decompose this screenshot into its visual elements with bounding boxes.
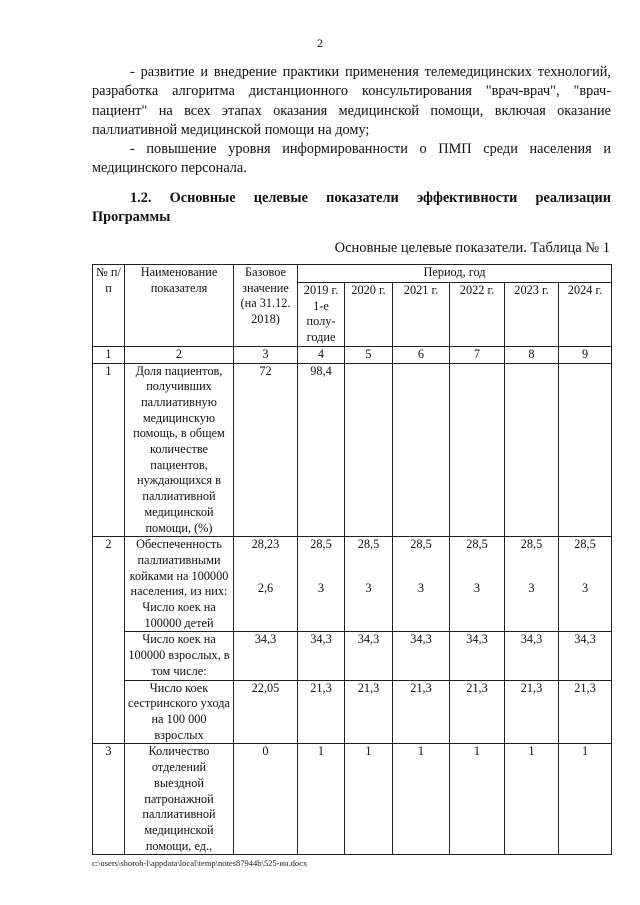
row-value — [450, 537, 505, 632]
header-base: Базовое значение (на 31.12. 2018) — [234, 265, 298, 347]
row-value: 34,3 — [559, 632, 612, 680]
row-value: 1 — [505, 744, 559, 855]
index-cell: 4 — [298, 346, 345, 363]
row-value: 34,3 — [393, 632, 450, 680]
name-part: Обеспеченность паллиативными койками на 100000 населения, из них: — [129, 537, 229, 599]
table-row — [93, 632, 612, 680]
row-number: 1 — [93, 363, 125, 537]
index-cell: 6 — [393, 346, 450, 363]
row-indicator-name: Доля пациентов, получивших паллиативную медицинскую помощь, в общем количестве пациентов, нуждающихся в паллиативной медицинской помощи, (%) — [125, 363, 234, 537]
header-period: Период, год — [298, 265, 612, 283]
value-a: 28,5 — [520, 537, 543, 552]
value-b: 3 — [417, 580, 425, 595]
file-path-footer: c:\users\shoroh-l\appdata\local\temp\notes87944b\525-ин.docx — [92, 858, 308, 868]
header-num: № п/п — [93, 265, 125, 347]
value-a: 28,23 — [251, 537, 280, 552]
row-indicator-name: Количество отделений выездной патронажной паллиативной медицинской помощи, ед., — [125, 744, 234, 855]
index-cell: 9 — [559, 346, 612, 363]
value-b: 3 — [317, 580, 325, 595]
row-value — [559, 363, 612, 537]
index-cell: 7 — [450, 346, 505, 363]
row-value — [559, 537, 612, 632]
table-row — [93, 744, 612, 855]
row-value — [298, 537, 345, 632]
row-value: 21,3 — [450, 680, 505, 744]
row-indicator-name — [125, 537, 234, 632]
table-header-row — [93, 265, 612, 283]
row-value — [345, 363, 393, 537]
row-value — [505, 537, 559, 632]
row-value — [393, 363, 450, 537]
value-a: 28,5 — [574, 537, 596, 552]
row-value: 21,3 — [345, 680, 393, 744]
row-value: 34,3 — [345, 632, 393, 680]
value-a: 28,5 — [466, 537, 488, 552]
row-value: 34,3 — [505, 632, 559, 680]
name-part: Число коек на 100000 детей — [142, 600, 216, 630]
table-row — [93, 363, 612, 537]
row-base-value — [234, 537, 298, 632]
row-base-value: 22,05 — [234, 680, 298, 744]
row-value: 98,4 — [298, 363, 345, 537]
paragraph-telemedicine: - развитие и внедрение практики применения телемедицинских технологий, разработка алгоритма дистанционного консультирования "врач-врач", "врач-пациент" на всех этапах оказания медицинской помощи, включая оказание паллиативной медицинской помощи на дому; — [92, 64, 611, 139]
header-year: 2020 г. — [345, 283, 393, 347]
value-b: 3 — [528, 580, 535, 595]
indicators-table — [92, 264, 612, 855]
page-number: 2 — [317, 36, 323, 50]
row-value: 21,3 — [298, 680, 345, 744]
header-year: 2022 г. — [450, 283, 505, 347]
row-indicator-name: Число коек на 100000 взрослых, в том числе: — [125, 632, 234, 680]
row-value: 1 — [298, 744, 345, 855]
value-a: 28,5 — [310, 537, 332, 552]
index-cell: 2 — [125, 346, 234, 363]
index-cell: 3 — [234, 346, 298, 363]
table-caption: Основные целевые показатели. Таблица № 1 — [334, 240, 610, 256]
row-value — [345, 537, 393, 632]
row-base-value: 0 — [234, 744, 298, 855]
index-cell: 8 — [505, 346, 559, 363]
value-b: 3 — [473, 580, 481, 595]
row-base-value: 34,3 — [234, 632, 298, 680]
row-value — [505, 363, 559, 537]
row-value: 1 — [345, 744, 393, 855]
header-name: Наименование показателя — [125, 265, 234, 347]
row-number: 2 — [93, 537, 125, 744]
row-value: 21,3 — [393, 680, 450, 744]
row-number: 3 — [93, 744, 125, 855]
header-year: 2019 г. 1-е полу-годие — [298, 283, 345, 347]
row-indicator-name: Число коек сестринского ухода на 100 000 взрослых — [125, 680, 234, 744]
value-b: 2,6 — [257, 580, 274, 595]
row-value: 21,3 — [505, 680, 559, 744]
row-value: 1 — [450, 744, 505, 855]
row-value — [450, 363, 505, 537]
value-b: 3 — [581, 580, 589, 595]
table-index-row — [93, 346, 612, 363]
table-row — [93, 680, 612, 744]
value-a: 28,5 — [357, 537, 380, 552]
header-year: 2021 г. — [393, 283, 450, 347]
row-value: 1 — [393, 744, 450, 855]
row-value: 1 — [559, 744, 612, 855]
header-year: 2023 г. — [505, 283, 559, 347]
value-a: 28,5 — [410, 537, 432, 552]
index-cell: 1 — [93, 346, 125, 363]
row-base-value: 72 — [234, 363, 298, 537]
row-value: 34,3 — [450, 632, 505, 680]
value-b: 3 — [365, 580, 372, 595]
header-year: 2024 г. — [559, 283, 612, 347]
row-value: 21,3 — [559, 680, 612, 744]
index-cell: 5 — [345, 346, 393, 363]
section-heading: 1.2. Основные целевые показатели эффективности реализации Программы — [92, 190, 611, 226]
row-value — [393, 537, 450, 632]
table-row — [93, 537, 612, 632]
row-value: 34,3 — [298, 632, 345, 680]
paragraph-awareness: - повышение уровня информированности о ПМП среди населения и медицинского персонала. — [92, 141, 611, 177]
